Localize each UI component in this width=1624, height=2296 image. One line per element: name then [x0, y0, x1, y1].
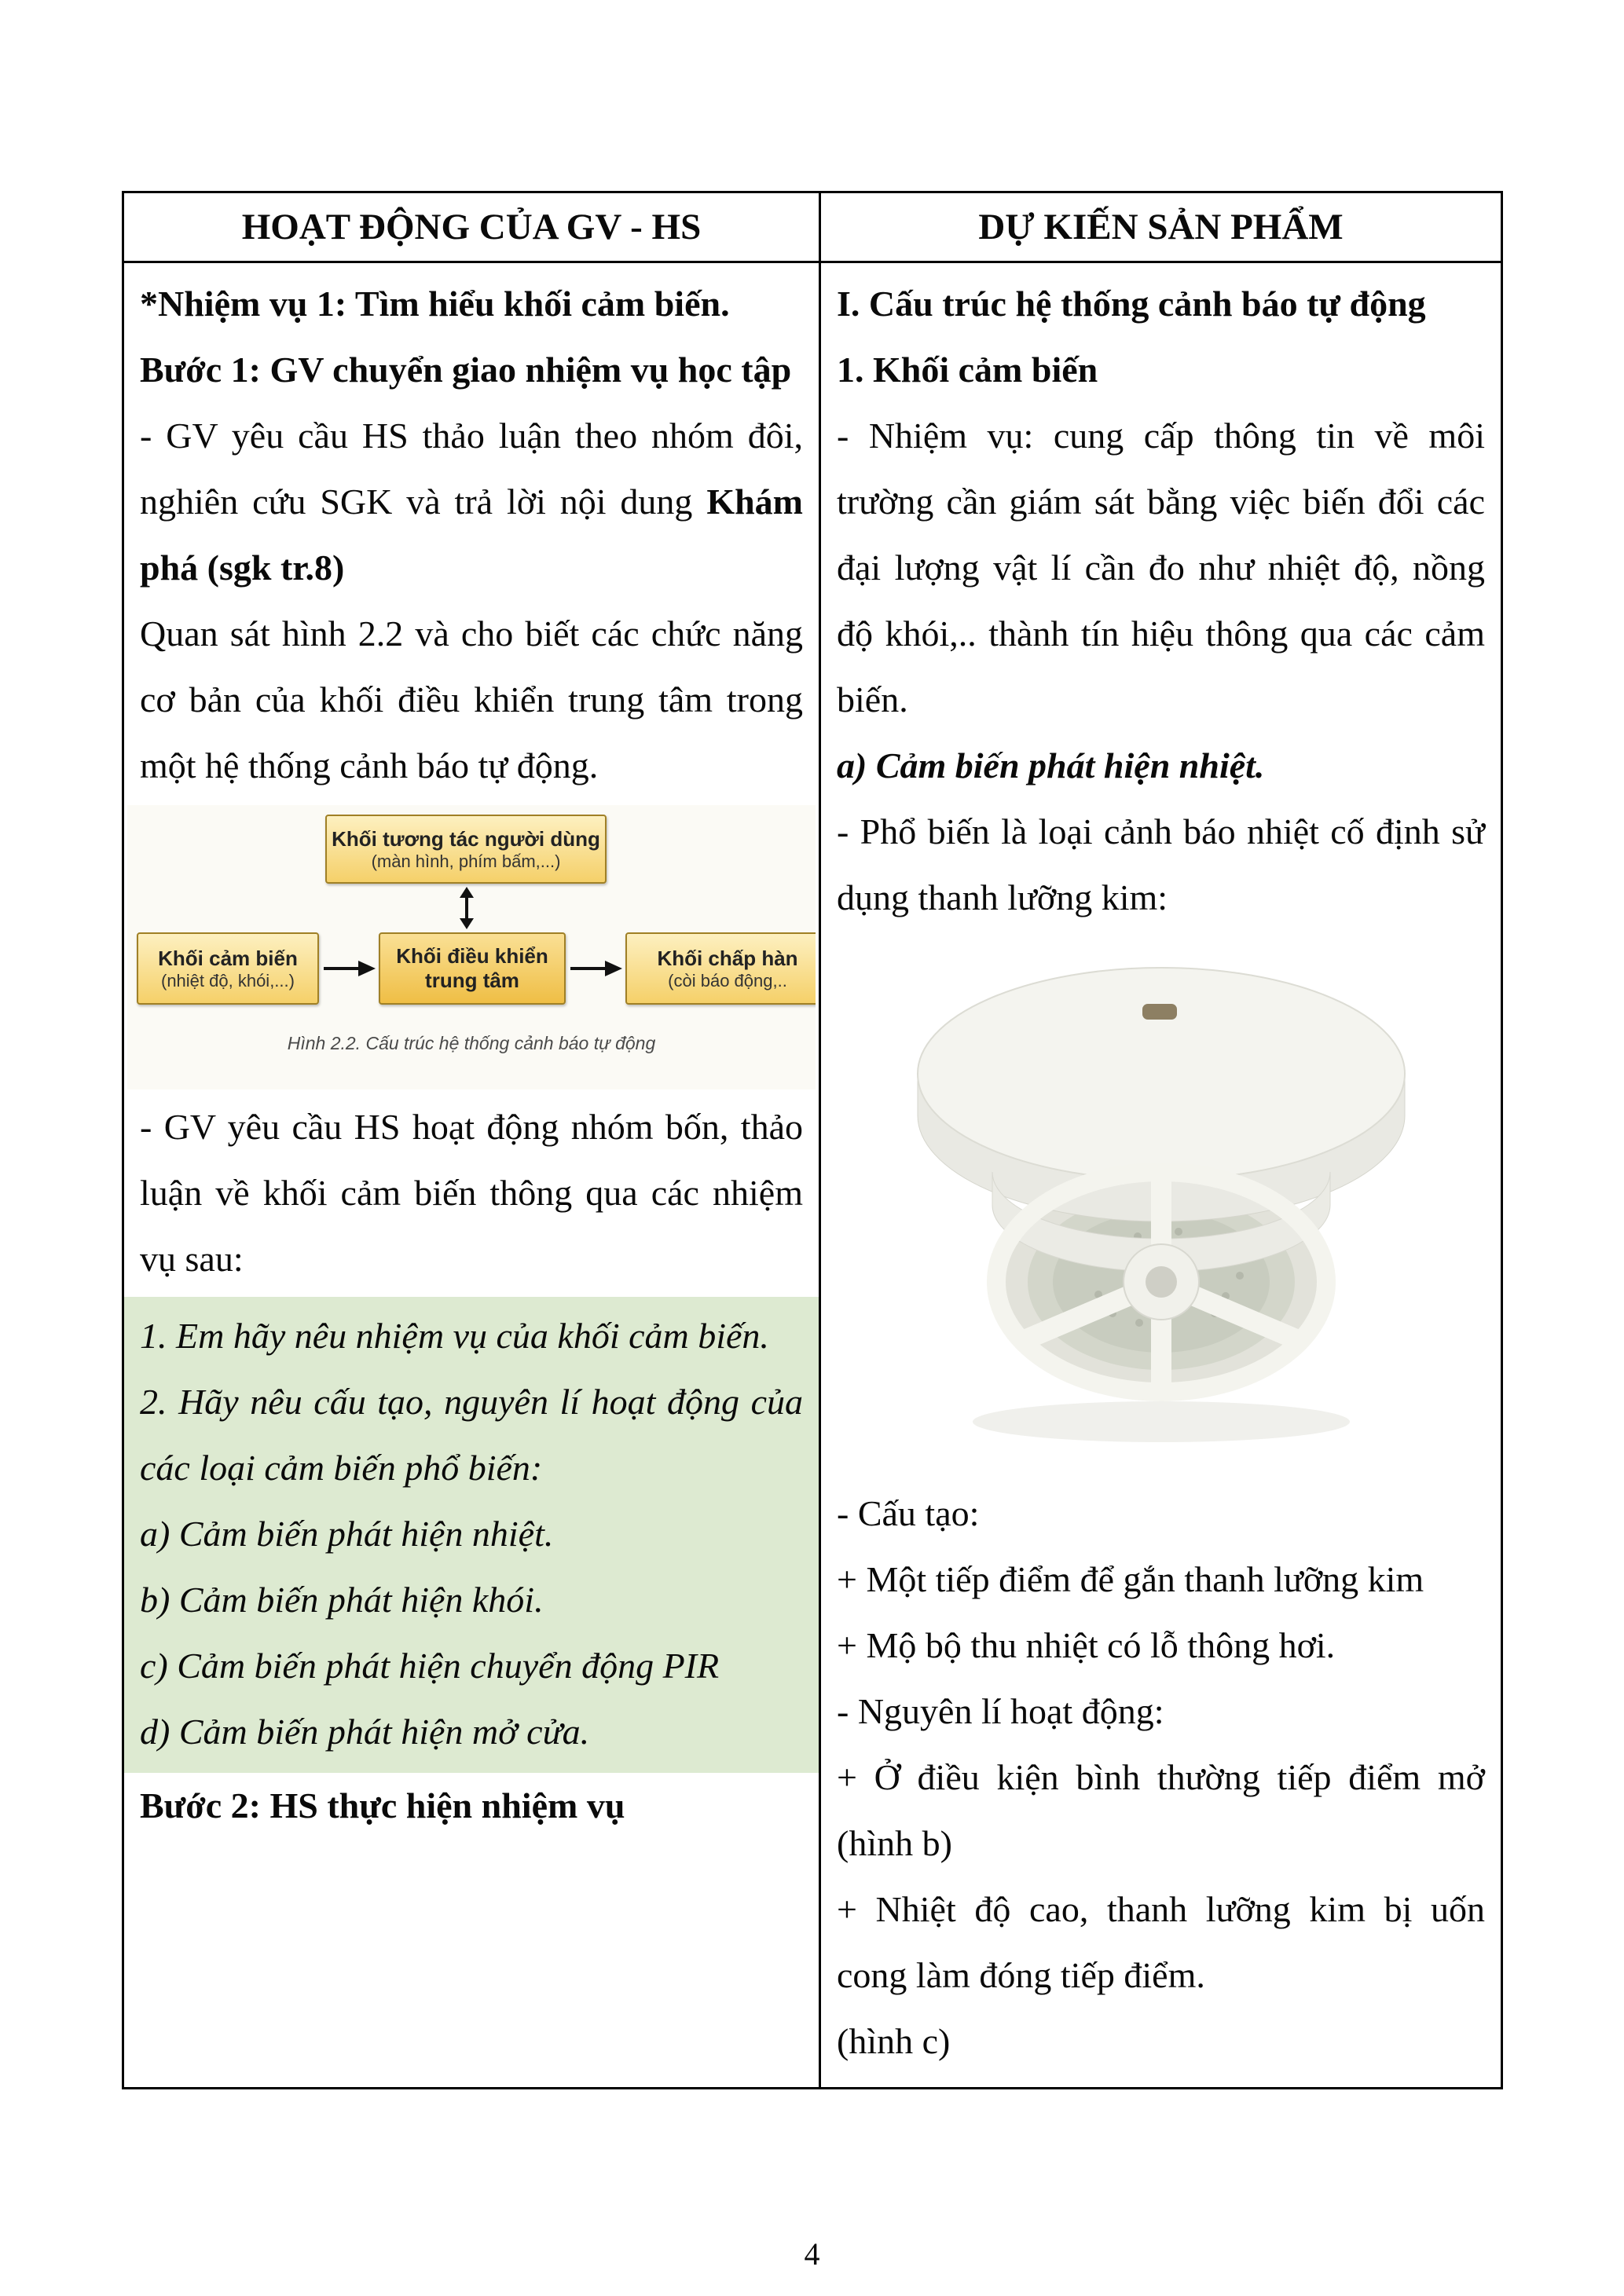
section-1-heading: 1. Khối cảm biến — [837, 350, 1098, 390]
block-title: Khối chấp hàn — [657, 946, 798, 970]
products-cell — [819, 263, 1501, 2087]
diagram-block-sensor — [137, 932, 319, 1005]
table-header-row — [124, 193, 1501, 263]
diagram-block-central-control — [379, 932, 566, 1005]
paragraph-heat-collector: + Mộ bộ thu nhiệt có lỗ thông hơi. — [837, 1625, 1336, 1665]
block-title: Khối tương tác người dùng — [332, 826, 600, 851]
heading-heat-sensor: a) Cảm biến phát hiện nhiệt. — [837, 745, 1265, 785]
block-title-line2: trung tâm — [425, 969, 519, 992]
step-1-heading: Bước 1: GV chuyển giao nhiệm vụ học tập — [140, 350, 792, 390]
step-2-heading: Bước 2: HS thực hiện nhiệm vụ — [140, 1785, 625, 1825]
diagram-block-actuator — [625, 932, 816, 1005]
paragraph-figure-c: (hình c) — [837, 2021, 951, 2061]
header-activities-column: HOẠT ĐỘNG CỦA GV - HS — [241, 207, 702, 247]
task-list-box — [124, 1297, 819, 1773]
page-number: 4 — [804, 2236, 820, 2272]
task-item-2d: d) Cảm biến phát hiện mở cửa. — [140, 1712, 590, 1752]
task-item-2a: a) Cảm biến phát hiện nhiệt. — [140, 1514, 554, 1554]
block-title: Khối điều khiển — [396, 944, 548, 968]
text-run-bold: Khám phá (sgk tr.8) — [140, 482, 803, 588]
arrow-right-icon — [322, 958, 376, 980]
heat-detector-illustration — [902, 944, 1421, 1470]
paragraph-structure: - Cấu tạo: — [837, 1493, 980, 1533]
table-body-row — [124, 263, 1501, 2087]
figure-2-2 — [127, 805, 816, 1089]
activities-cell — [124, 263, 819, 2087]
paragraph-principle: - Nguyên lí hoạt động: — [837, 1691, 1164, 1731]
task-item-2b: b) Cảm biến phát hiện khói. — [140, 1580, 544, 1620]
text-run: - GV yêu cầu HS thảo luận theo nhóm đôi, nghiên cứu SGK và trả lời nội dung — [140, 416, 803, 522]
block-subtitle: (màn hình, phím bấm,...) — [371, 851, 561, 871]
figure-caption: Hình 2.2. Cấu trúc hệ thống cảnh báo tự động — [287, 1033, 656, 1053]
paragraph-gv-request-2: - GV yêu cầu HS hoạt động nhóm bốn, thảo luận về khối cảm biến thông qua các nhiệm vụ sau: — [140, 1107, 803, 1279]
paragraph-bimetal-intro: - Phổ biến là loại cảnh báo nhiệt cố định sử dụng thanh lưỡng kim: — [837, 811, 1485, 917]
task-item-2: 2. Hãy nêu cấu tạo, nguyên lí hoạt động của các loại cảm biến phổ biến: — [140, 1382, 803, 1488]
paragraph-contact-point: + Một tiếp điểm để gắn thanh lưỡng kim — [837, 1559, 1424, 1599]
lesson-plan-table — [122, 191, 1503, 2089]
header-products-column: DỰ KIẾN SẢN PHẨM — [819, 193, 1501, 261]
paragraph-normal-condition: + Ở điều kiện bình thường tiếp điểm mở (hình b) — [837, 1757, 1485, 1863]
block-subtitle: (còi báo động,.. — [668, 970, 787, 991]
task-item-2c: c) Cảm biến phát hiện chuyển động PIR — [140, 1646, 720, 1686]
section-i-heading: I. Cấu trúc hệ thống cảnh báo tự động — [837, 284, 1426, 324]
paragraph-sensor-task: - Nhiệm vụ: cung cấp thông tin về môi trường cần giám sát bằng việc biến đổi các đại lượng vật lí cần đo như nhiệt độ, nồng độ khói,.. thành tín hiệu thông qua các cảm biến. — [837, 416, 1485, 720]
task-item-1: 1. Em hãy nêu nhiệm vụ của khối cảm biến. — [140, 1316, 769, 1356]
paragraph-kham-pha: Quan sát hình 2.2 và cho biết các chức năng cơ bản của khối điều khiển trung tâm trong một hệ thống cảnh báo tự động. — [140, 613, 803, 785]
arrow-right-icon — [569, 958, 622, 980]
paragraph-gv-request-1 — [124, 403, 819, 601]
task-1-heading: *Nhiệm vụ 1: Tìm hiểu khối cảm biến. — [140, 284, 730, 324]
arrow-vertical-icon — [456, 887, 477, 929]
paragraph-high-temp: + Nhiệt độ cao, thanh lưỡng kim bị uốn cong làm đóng tiếp điểm. — [837, 1889, 1485, 1995]
diagram-block-user-interaction — [325, 815, 607, 884]
block-subtitle: (nhiệt độ, khói,...) — [161, 970, 295, 991]
heat-detector-image — [821, 936, 1501, 1479]
block-title: Khối cảm biến — [158, 946, 298, 970]
